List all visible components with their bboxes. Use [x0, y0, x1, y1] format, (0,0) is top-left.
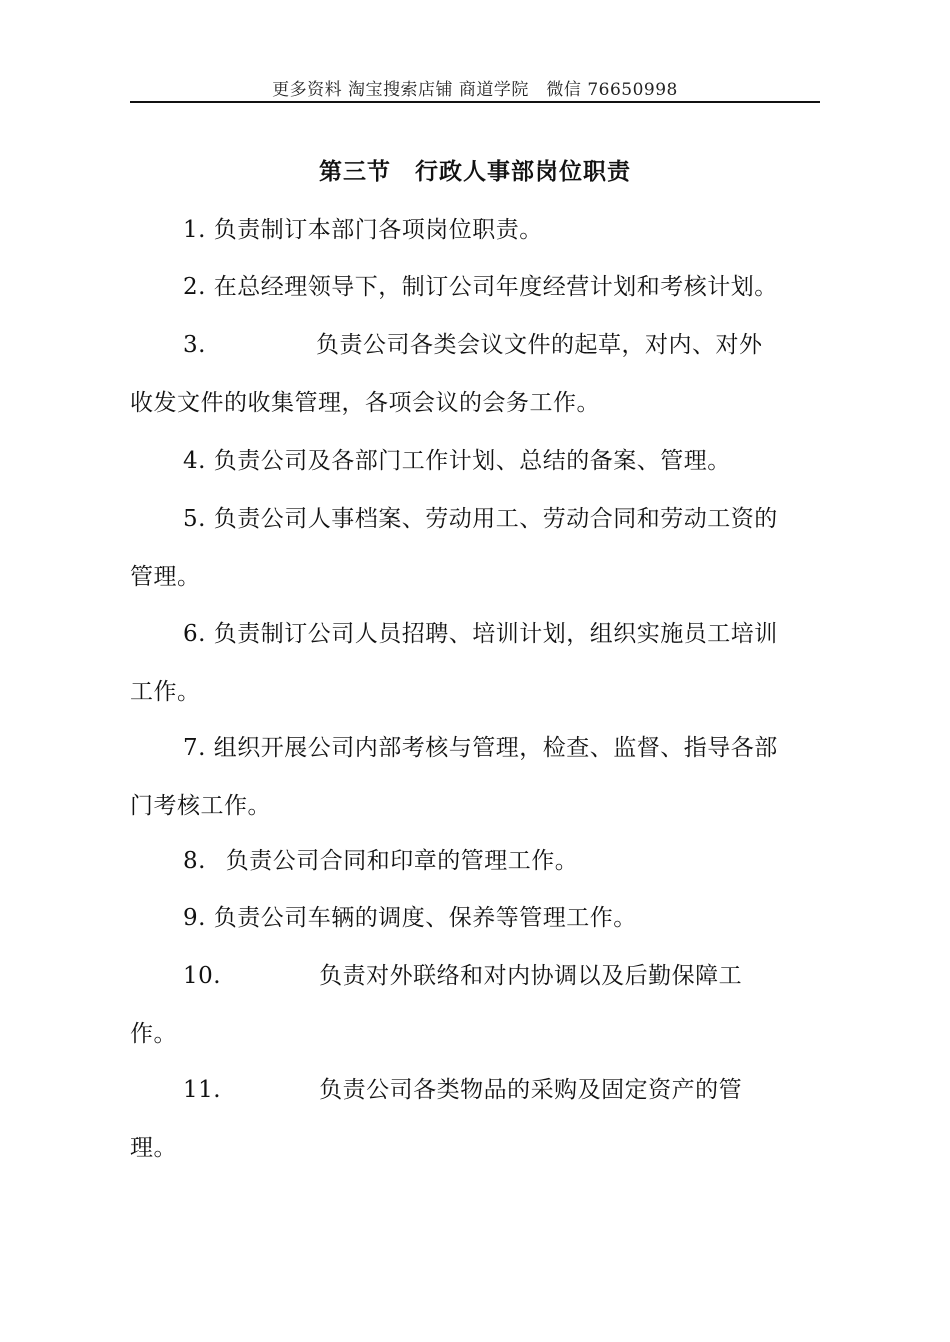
list-item-number: 7.: [183, 735, 206, 761]
list-item: [130, 1061, 820, 1177]
header-divider: [130, 101, 820, 103]
list-item: [130, 719, 820, 835]
list-item-number: 10.: [183, 963, 222, 989]
list-item-continuation: 工作。: [130, 679, 201, 705]
list-item-text: 负责公司及各部门工作计划、总结的备案、管理。: [213, 448, 731, 474]
section-title: 第三节 行政人事部岗位职责: [319, 158, 631, 185]
list-item-continuation: 管理。: [130, 564, 201, 590]
list-item-text: 负责公司合同和印章的管理工作。: [225, 848, 579, 874]
list-item: [130, 316, 820, 432]
list-item: [130, 432, 820, 490]
list-item-number: 2.: [183, 274, 206, 300]
list-item-text: 负责公司人事档案、劳动用工、劳动合同和劳动工资的: [213, 506, 778, 532]
list-item-number: 5.: [183, 506, 206, 532]
list-item-text: 负责公司各类物品的采购及固定资产的管: [319, 1077, 743, 1103]
list-item-line: [130, 490, 820, 548]
list-item: [130, 832, 820, 890]
list-item-number: 6.: [183, 621, 206, 647]
list-item-line: [130, 832, 820, 890]
list-item-line: [130, 201, 820, 259]
list-item-text: 组织开展公司内部考核与管理，检查、监督、指导各部: [213, 735, 778, 761]
list-item: [130, 947, 820, 1063]
list-item-line: [130, 605, 820, 663]
list-item-line: [130, 889, 820, 947]
list-item-text: 负责制订公司人员招聘、培训计划，组织实施员工培训: [213, 621, 778, 647]
list-item-text: 负责制订本部门各项岗位职责。: [213, 217, 543, 243]
list-item-number: 4.: [183, 448, 206, 474]
list-item-number: 1.: [183, 217, 206, 243]
list-item-line: [130, 947, 820, 1005]
list-item-text: 在总经理领导下，制订公司年度经营计划和考核计划。: [213, 274, 778, 300]
list-item-continuation: 收发文件的收集管理，各项会议的会务工作。: [130, 390, 600, 416]
list-item-continuation: 门考核工作。: [130, 793, 271, 819]
list-item-line: [130, 316, 820, 374]
list-item-line: [130, 432, 820, 490]
list-item-line: [130, 1061, 820, 1119]
list-item: [130, 201, 820, 259]
list-item: [130, 258, 820, 316]
list-item-continuation: 理。: [130, 1135, 177, 1161]
list-item-continuation: 作。: [130, 1021, 177, 1047]
list-item-number: 3.: [183, 332, 206, 358]
list-item: [130, 490, 820, 606]
page-header: 更多资料 淘宝搜索店铺 商道学院 微信 76650998: [272, 80, 678, 100]
list-item-text: 负责公司车辆的调度、保养等管理工作。: [213, 905, 637, 931]
list-item-number: 9.: [183, 905, 206, 931]
list-item-number: 8.: [183, 848, 206, 874]
list-item-line: [130, 719, 820, 777]
list-item: [130, 605, 820, 721]
list-item: [130, 889, 820, 947]
list-item-text: 负责对外联络和对内协调以及后勤保障工: [319, 963, 743, 989]
list-item-text: 负责公司各类会议文件的起草，对内、对外: [315, 332, 763, 358]
list-item-line: [130, 258, 820, 316]
list-item-number: 11.: [183, 1077, 222, 1103]
